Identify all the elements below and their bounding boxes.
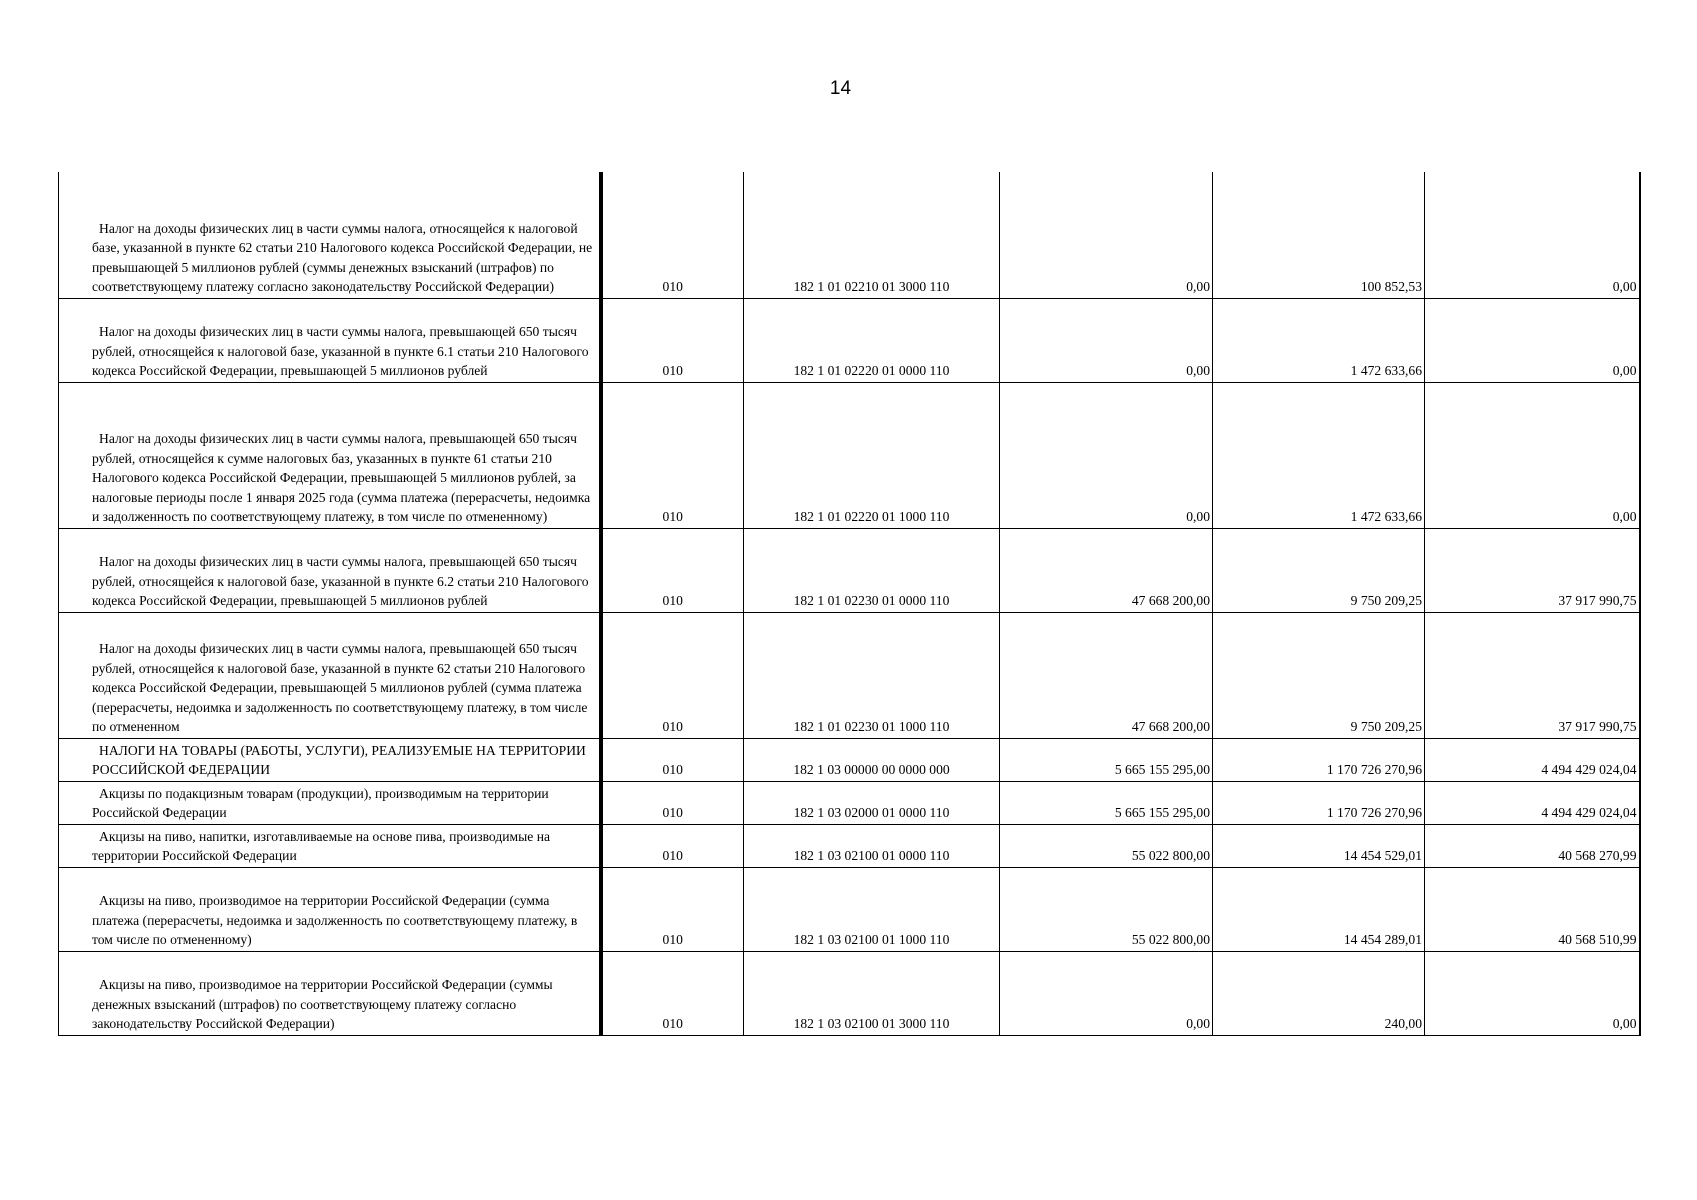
unexecuted-amount-cell: 0,00	[1425, 382, 1640, 528]
executed-amount-cell: 1 170 726 270,96	[1213, 738, 1425, 781]
income-name-cell: Акцизы на пиво, производимое на территории Российской Федерации (сумма платежа (перерасчеты, недоимка и задолженность по соответствующему платежу, в том числе по отмененному)	[59, 867, 601, 951]
unexecuted-amount-cell: 0,00	[1425, 172, 1640, 298]
approved-amount-cell: 47 668 200,00	[1000, 612, 1213, 738]
budget-classification-code-cell: 182 1 01 02230 01 0000 110	[744, 528, 1000, 612]
unexecuted-amount-cell: 37 917 990,75	[1425, 528, 1640, 612]
income-name-cell: Акцизы по подакцизным товарам (продукции), производимым на территории Российской Федерации	[59, 781, 601, 824]
table-row	[59, 781, 1640, 824]
line-code-cell: 010	[601, 738, 744, 781]
line-code-cell: 010	[601, 298, 744, 382]
table-row	[59, 172, 1640, 298]
table-row	[59, 867, 1640, 951]
unexecuted-amount-cell: 4 494 429 024,04	[1425, 781, 1640, 824]
income-name-cell: Акцизы на пиво, производимое на территории Российской Федерации (суммы денежных взысканий (штрафов) по соответствующему платежу согласно законодательству Российской Федерации)	[59, 951, 601, 1035]
budget-classification-code-cell: 182 1 03 02100 01 0000 110	[744, 824, 1000, 867]
income-name-cell: Акцизы на пиво, напитки, изготавливаемые на основе пива, производимые на территории Российской Федерации	[59, 824, 601, 867]
income-name-cell: НАЛОГИ НА ТОВАРЫ (РАБОТЫ, УСЛУГИ), РЕАЛИЗУЕМЫЕ НА ТЕРРИТОРИИ РОССИЙСКОЙ ФЕДЕРАЦИИ	[59, 738, 601, 781]
executed-amount-cell: 1 472 633,66	[1213, 298, 1425, 382]
executed-amount-cell: 9 750 209,25	[1213, 528, 1425, 612]
unexecuted-amount-cell: 37 917 990,75	[1425, 612, 1640, 738]
unexecuted-amount-cell: 0,00	[1425, 951, 1640, 1035]
approved-amount-cell: 5 665 155 295,00	[1000, 781, 1213, 824]
line-code-cell: 010	[601, 781, 744, 824]
approved-amount-cell: 0,00	[1000, 172, 1213, 298]
approved-amount-cell: 0,00	[1000, 382, 1213, 528]
unexecuted-amount-cell: 4 494 429 024,04	[1425, 738, 1640, 781]
line-code-cell: 010	[601, 528, 744, 612]
executed-amount-cell: 14 454 289,01	[1213, 867, 1425, 951]
line-code-cell: 010	[601, 951, 744, 1035]
line-code-cell: 010	[601, 172, 744, 298]
budget-classification-code-cell: 182 1 01 02230 01 1000 110	[744, 612, 1000, 738]
executed-amount-cell: 9 750 209,25	[1213, 612, 1425, 738]
budget-classification-code-cell: 182 1 03 02000 01 0000 110	[744, 781, 1000, 824]
income-name-cell: Налог на доходы физических лиц в части суммы налога, превышающей 650 тысяч рублей, относящейся к налоговой базе, указанной в пункте 6.2 статьи 210 Налогового кодекса Российской Федерации, превышающей 5 миллионов рублей	[59, 528, 601, 612]
income-name-cell: Налог на доходы физических лиц в части суммы налога, превышающей 650 тысяч рублей, относящейся к налоговой базе, указанной в пункте 62 статьи 210 Налогового кодекса Российской Федерации, превышающей 5 миллионов рублей (сумма платежа (перерасчеты, недоимка и задолженность по соответствующему платежу, в том числе по отмененном	[59, 612, 601, 738]
income-name-cell: Налог на доходы физических лиц в части суммы налога, превышающей 650 тысяч рублей, относящейся к налоговой базе, указанной в пункте 6.1 статьи 210 Налогового кодекса Российской Федерации, превышающей 5 миллионов рублей	[59, 298, 601, 382]
approved-amount-cell: 5 665 155 295,00	[1000, 738, 1213, 781]
approved-amount-cell: 0,00	[1000, 298, 1213, 382]
budget-classification-code-cell: 182 1 01 02220 01 0000 110	[744, 298, 1000, 382]
approved-amount-cell: 55 022 800,00	[1000, 824, 1213, 867]
budget-classification-code-cell: 182 1 03 00000 00 0000 000	[744, 738, 1000, 781]
executed-amount-cell: 1 472 633,66	[1213, 382, 1425, 528]
budget-income-table	[58, 172, 1641, 1036]
budget-classification-code-cell: 182 1 03 02100 01 3000 110	[744, 951, 1000, 1035]
approved-amount-cell: 55 022 800,00	[1000, 867, 1213, 951]
table-row	[59, 951, 1640, 1035]
unexecuted-amount-cell: 40 568 270,99	[1425, 824, 1640, 867]
line-code-cell: 010	[601, 824, 744, 867]
table-row	[59, 824, 1640, 867]
table-row	[59, 382, 1640, 528]
table-row	[59, 298, 1640, 382]
budget-classification-code-cell: 182 1 03 02100 01 1000 110	[744, 867, 1000, 951]
approved-amount-cell: 0,00	[1000, 951, 1213, 1035]
budget-classification-code-cell: 182 1 01 02220 01 1000 110	[744, 382, 1000, 528]
executed-amount-cell: 240,00	[1213, 951, 1425, 1035]
line-code-cell: 010	[601, 612, 744, 738]
executed-amount-cell: 100 852,53	[1213, 172, 1425, 298]
approved-amount-cell: 47 668 200,00	[1000, 528, 1213, 612]
unexecuted-amount-cell: 40 568 510,99	[1425, 867, 1640, 951]
unexecuted-amount-cell: 0,00	[1425, 298, 1640, 382]
budget-classification-code-cell: 182 1 01 02210 01 3000 110	[744, 172, 1000, 298]
page-number: 14	[829, 78, 852, 99]
table-row	[59, 612, 1640, 738]
income-name-cell: Налог на доходы физических лиц в части суммы налога, превышающей 650 тысяч рублей, относящейся к сумме налоговых баз, указанных в пункте 61 статьи 210 Налогового кодекса Российской Федерации, превышающей 5 миллионов рублей, за налоговые периоды после 1 января 2025 года (сумма платежа (перерасчеты, недоимка и задолженность по соответствующему платежу, в том числе по отмененному)	[59, 382, 601, 528]
line-code-cell: 010	[601, 867, 744, 951]
income-name-cell: Налог на доходы физических лиц в части суммы налога, относящейся к налоговой базе, указанной в пункте 62 статьи 210 Налогового кодекса Российской Федерации, не превышающей 5 миллионов рублей (суммы денежных взысканий (штрафов) по соответствующему платежу согласно законодательству Российской Федерации)	[59, 172, 601, 298]
line-code-cell: 010	[601, 382, 744, 528]
executed-amount-cell: 14 454 529,01	[1213, 824, 1425, 867]
table-row	[59, 528, 1640, 612]
table-row	[59, 738, 1640, 781]
executed-amount-cell: 1 170 726 270,96	[1213, 781, 1425, 824]
